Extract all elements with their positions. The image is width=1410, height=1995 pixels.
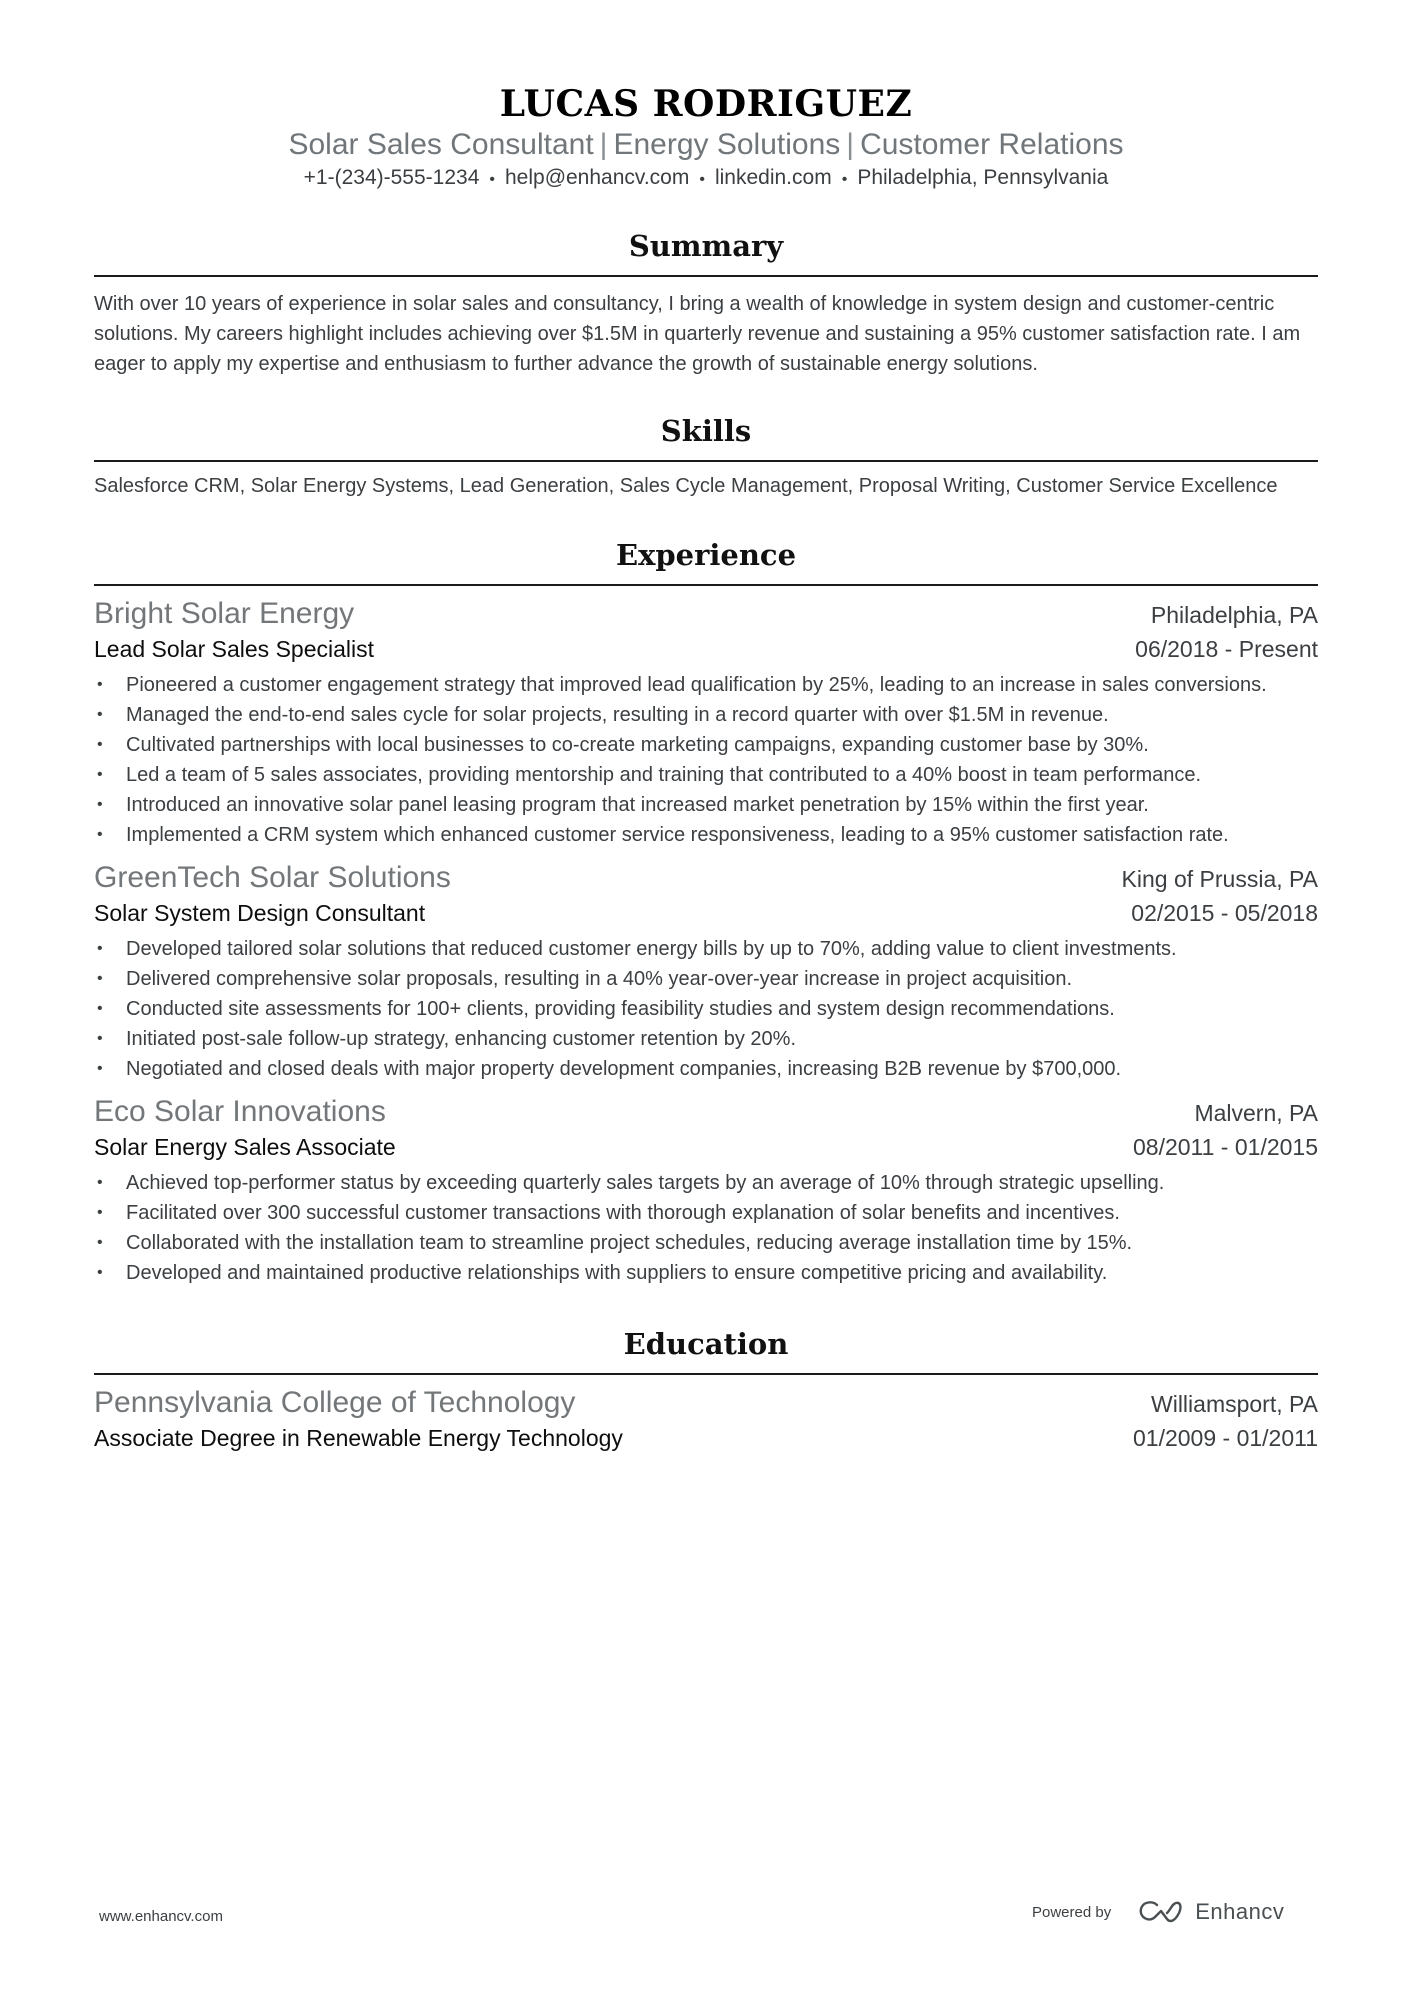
contact-linkedin[interactable]: linkedin.com	[714, 166, 832, 189]
job-location: Philadelphia, PA	[1150, 602, 1318, 628]
education-section	[94, 1326, 1318, 1455]
experience-entry	[94, 860, 1318, 1084]
achievement-item: • Cultivated partnerships with local businesses to co-create marketing campaigns, expanding customer base by 30%.	[94, 730, 1318, 760]
enhancv-logo-icon	[1137, 1899, 1185, 1925]
achievement-item: • Introduced an innovative solar panel leasing program that increased market penetration by 15% within the first year.	[94, 790, 1318, 820]
headline-title-1: Solar Sales Consultant	[288, 128, 594, 161]
title-separator: |	[599, 128, 608, 161]
experience-entry	[94, 596, 1318, 850]
summary-text: With over 10 years of experience in solar sales and consultancy, I bring a wealth of knowledge in system design and customer-centric solutions. My careers highlight includes achieving over $1.5M in quarterly revenue and sustaining a 95% customer satisfaction rate. I am eager to apply my expertise and enthusiasm to further advance the growth of sustainable energy solutions.	[94, 293, 1301, 375]
job-dates: 06/2018 - Present	[1135, 636, 1318, 662]
title-separator: |	[846, 128, 855, 161]
section-heading-experience: Experience	[615, 538, 797, 572]
experience-section	[94, 537, 1318, 1288]
candidate-name: LUCAS RODRIGUEZ	[499, 83, 913, 125]
section-divider	[94, 275, 1318, 277]
resume-page	[94, 0, 1318, 1455]
achievement-item: • Negotiated and closed deals with major property development companies, increasing B2B revenue by $700,000.	[94, 1054, 1318, 1084]
skills-section	[94, 413, 1318, 499]
skills-text: Salesforce CRM, Solar Energy Systems, Lead Generation, Sales Cycle Management, Proposal Writing, Customer Service Excellence	[94, 475, 1278, 497]
bullet-separator: •	[841, 171, 848, 188]
achievement-list	[94, 670, 1318, 850]
job-location: Malvern, PA	[1194, 1100, 1318, 1126]
contact-email[interactable]: help@enhancv.com	[504, 166, 690, 189]
company-name: Eco Solar Innovations	[94, 1095, 386, 1128]
job-dates: 08/2011 - 01/2015	[1132, 1134, 1318, 1160]
company-name: GreenTech Solar Solutions	[94, 861, 451, 894]
company-name: Bright Solar Energy	[94, 597, 355, 630]
achievement-item: • Developed tailored solar solutions that reduced customer energy bills by up to 70%, adding value to client investments.	[94, 934, 1318, 964]
headline-title-3: Customer Relations	[860, 128, 1124, 161]
contact-phone: +1-(234)-555-1234	[303, 166, 480, 189]
contact-line	[94, 164, 1318, 194]
section-divider	[94, 1373, 1318, 1375]
job-location: King of Prussia, PA	[1121, 866, 1318, 892]
resume-header	[94, 0, 1318, 194]
headline-title-2: Energy Solutions	[613, 128, 841, 161]
achievement-item: • Facilitated over 300 successful customer transactions with thorough explanation of solar benefits and incentives.	[94, 1198, 1318, 1228]
job-dates: 02/2015 - 05/2018	[1131, 900, 1318, 926]
section-heading-summary: Summary	[628, 229, 784, 263]
achievement-item: • Developed and maintained productive relationships with suppliers to ensure competitive pricing and availability.	[94, 1258, 1318, 1288]
achievement-item: • Implemented a CRM system which enhanced customer service responsiveness, leading to a 95% customer satisfaction rate.	[94, 820, 1318, 850]
enhancv-brand-name: Enhancv	[1195, 1899, 1285, 1924]
degree-title: Associate Degree in Renewable Energy Technology	[94, 1425, 623, 1451]
achievement-item: • Achieved top-performer status by exceeding quarterly sales targets by an average of 10% through strategic upselling.	[94, 1168, 1318, 1198]
achievement-item: • Initiated post-sale follow-up strategy, enhancing customer retention by 20%.	[94, 1024, 1318, 1054]
section-heading-skills: Skills	[660, 414, 752, 448]
achievement-item: • Delivered comprehensive solar proposals, resulting in a 40% year-over-year increase in project acquisition.	[94, 964, 1318, 994]
section-divider	[94, 584, 1318, 586]
section-divider	[94, 460, 1318, 462]
achievement-item: • Collaborated with the installation team to streamline project schedules, reducing average installation time by 15%.	[94, 1228, 1318, 1258]
achievement-item: • Led a team of 5 sales associates, providing mentorship and training that contributed to a 40% boost in team performance.	[94, 760, 1318, 790]
achievement-item: • Pioneered a customer engagement strategy that improved lead qualification by 25%, leading to an increase in sales conversions.	[94, 670, 1318, 700]
footer-branding[interactable]	[1032, 1899, 1284, 1925]
footer-website[interactable]: www.enhancv.com	[99, 1908, 223, 1925]
school-location: Williamsport, PA	[1151, 1391, 1318, 1417]
bullet-separator: •	[699, 171, 705, 188]
school-name: Pennsylvania College of Technology	[94, 1386, 576, 1419]
job-title: Solar System Design Consultant	[94, 900, 426, 926]
achievement-item: • Conducted site assessments for 100+ clients, providing feasibility studies and system design recommendations.	[94, 994, 1318, 1024]
education-dates: 01/2009 - 01/2011	[1132, 1425, 1318, 1451]
achievement-item: • Managed the end-to-end sales cycle for solar projects, resulting in a record quarter with over $1.5M in revenue.	[94, 700, 1318, 730]
bullet-separator: •	[489, 171, 495, 188]
summary-section	[94, 228, 1318, 379]
experience-entry	[94, 1094, 1318, 1288]
job-title: Lead Solar Sales Specialist	[94, 636, 374, 662]
achievement-list	[94, 934, 1318, 1084]
headline-titles	[94, 126, 1318, 164]
achievement-list	[94, 1168, 1318, 1288]
contact-location: Philadelphia, Pennsylvania	[857, 166, 1109, 189]
section-heading-education: Education	[623, 1327, 789, 1361]
job-title: Solar Energy Sales Associate	[94, 1134, 396, 1160]
powered-by-label: Powered by	[1032, 1903, 1112, 1921]
education-entry	[94, 1385, 1318, 1455]
